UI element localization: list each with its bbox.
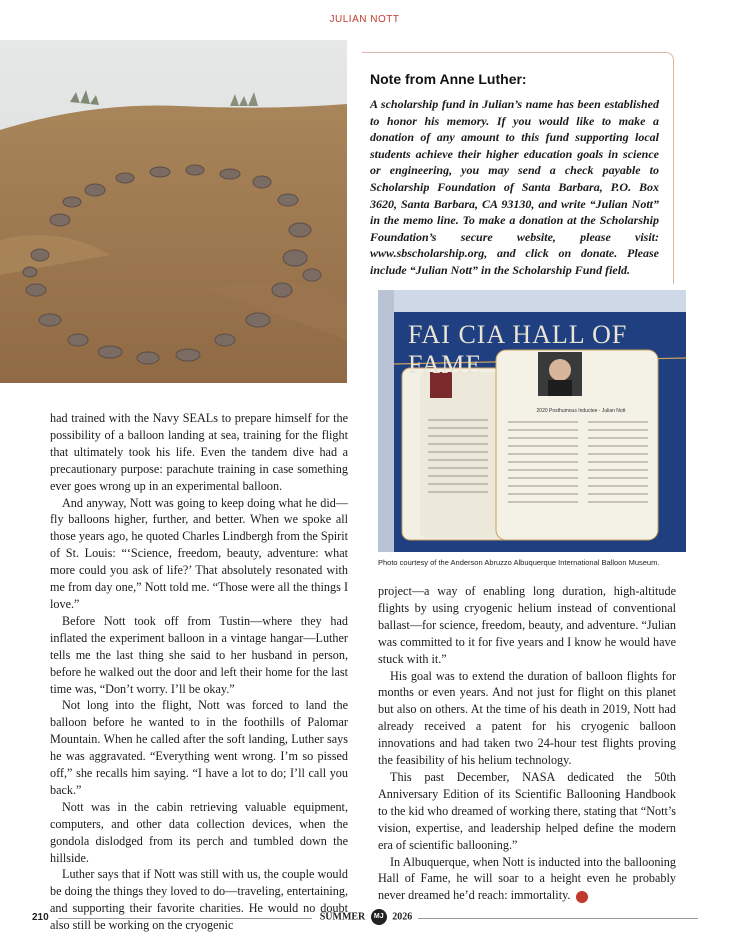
footer-rule — [58, 918, 312, 919]
paragraph: This past December, NASA dedicated the 50th Anniversary Edition of its Scientific Ballooning Handbook to the kid who dreamed of working there, stating that “Nott’s vision, expertise, and leadership helped define the modern era of scientific ballooning.” — [378, 769, 676, 852]
note-title: Note from Anne Luther: — [370, 71, 527, 87]
stone-circle-photo — [0, 40, 347, 383]
magazine-logo-icon: MJ — [371, 909, 387, 925]
hall-of-fame-photo — [378, 290, 686, 552]
paragraph: And anyway, Nott was going to keep doing what he did—fly balloons higher, further, and better. When we spoke all those years ago, he quoted Charles Lindbergh from the Spirit of St. Louis: “‘Science, freedom, beauty, adventure: what more could you ask of life?’ That absolutely resonated with me from day one,” Nott told me. “Those were all the things I love.” — [50, 495, 348, 611]
paragraph-text: In Albuquerque, when Nott is inducted into the ballooning Hall of Fame, he will soar to a height even he probably never dreamed he’d reach: immortality. — [378, 854, 676, 903]
paragraph: His goal was to extend the duration of balloon flights for months or even years. And not just for flight on this planet but also on others. At the time of his death in 2019, Nott had already received a patent for his cryogenic balloon innovations and had taken two 24-hour test flights proving the feasibility of his helium technology. — [378, 668, 676, 768]
paragraph: Before Nott took off from Tustin—where they had inflated the experiment balloon in a vintage hangar—Luther tells me the last thing she said to her husband in person, before he walked out the door and left their home for the last time was, “Don’t worry. I’ll be okay.” — [50, 613, 348, 696]
page-number: 210 — [32, 912, 49, 923]
issue-year: 2026 — [392, 911, 413, 923]
paragraph: project—a way of enabling long duration, high-altitude flights by using cryogenic helium instead of conventional ballast—for science, freedom, beauty, and adventure. “Julian was committed to it for five years and I know he would have stuck with it.” — [378, 584, 676, 666]
last-paragraph — [378, 854, 676, 905]
article-column-right — [378, 583, 676, 904]
issue-season: SUMMER — [319, 911, 366, 923]
page-footer — [0, 905, 729, 929]
hall-of-fame-sign: FAI CIA HALL OF FAME — [408, 320, 628, 379]
end-mark-icon: M — [576, 891, 588, 903]
paragraph: had trained with the Navy SEALs to prepare himself for the possibility of a balloon landing at sea, training for the flight that ultimately took his life. Even the tandem dive had a precautionary purpose: parachute training in case something ever goes wrong up in an experimental balloon. — [50, 411, 348, 493]
plaque-caption: 2020 Posthumous Inductee - Julian Nott — [536, 408, 626, 414]
paragraph: Luther says that if Nott was still with us, the couple would be doing the things they loved to do—traveling, entertaining, and supporting their favorite charities. He would no doubt also still be working on the cryogenic — [50, 867, 348, 933]
note-body: A scholarship fund in Julian’s name has been established to honor his memory. If you would like to make a donation of any amount to this fund supporting local students achieve their higher education goals in science or engineering, you may send a check payable to Scholarship Foundation of Santa Barbara, P.O. Box 3620, Santa Barbara, CA 93130, and write “Julian Nott” in the memo line. To make a donation at the Scholarship Foundation’s secure website, please visit: www.sbscholarship.org, and click on donate. Please include “Julian Nott” in the Scholarship Fund field. — [370, 97, 659, 277]
running-head: JULIAN NOTT — [329, 14, 400, 25]
paragraph: Not long into the flight, Nott was forced to land the balloon before he wanted to in the foothills of Palomar Mountain. When he called after the soft landing, Luther says he was aggravated. “Everything went wrong. I’m so pissed off,” she recalls him saying. “I have a lot to do; I’ll call you back.” — [50, 698, 348, 797]
paragraph: Nott was in the cabin retrieving valuable equipment, computers, and other data collection devices, when the gondola dislodged from its perch and tumbled down the hillside. — [50, 799, 348, 865]
footer-rule — [418, 918, 698, 919]
article-column-left — [50, 410, 348, 934]
scholarship-note-box — [362, 52, 674, 284]
photo-credit: Photo courtesy of the Anderson Abruzzo Albuquerque International Balloon Museum. — [378, 558, 660, 567]
issue-label — [318, 909, 414, 925]
